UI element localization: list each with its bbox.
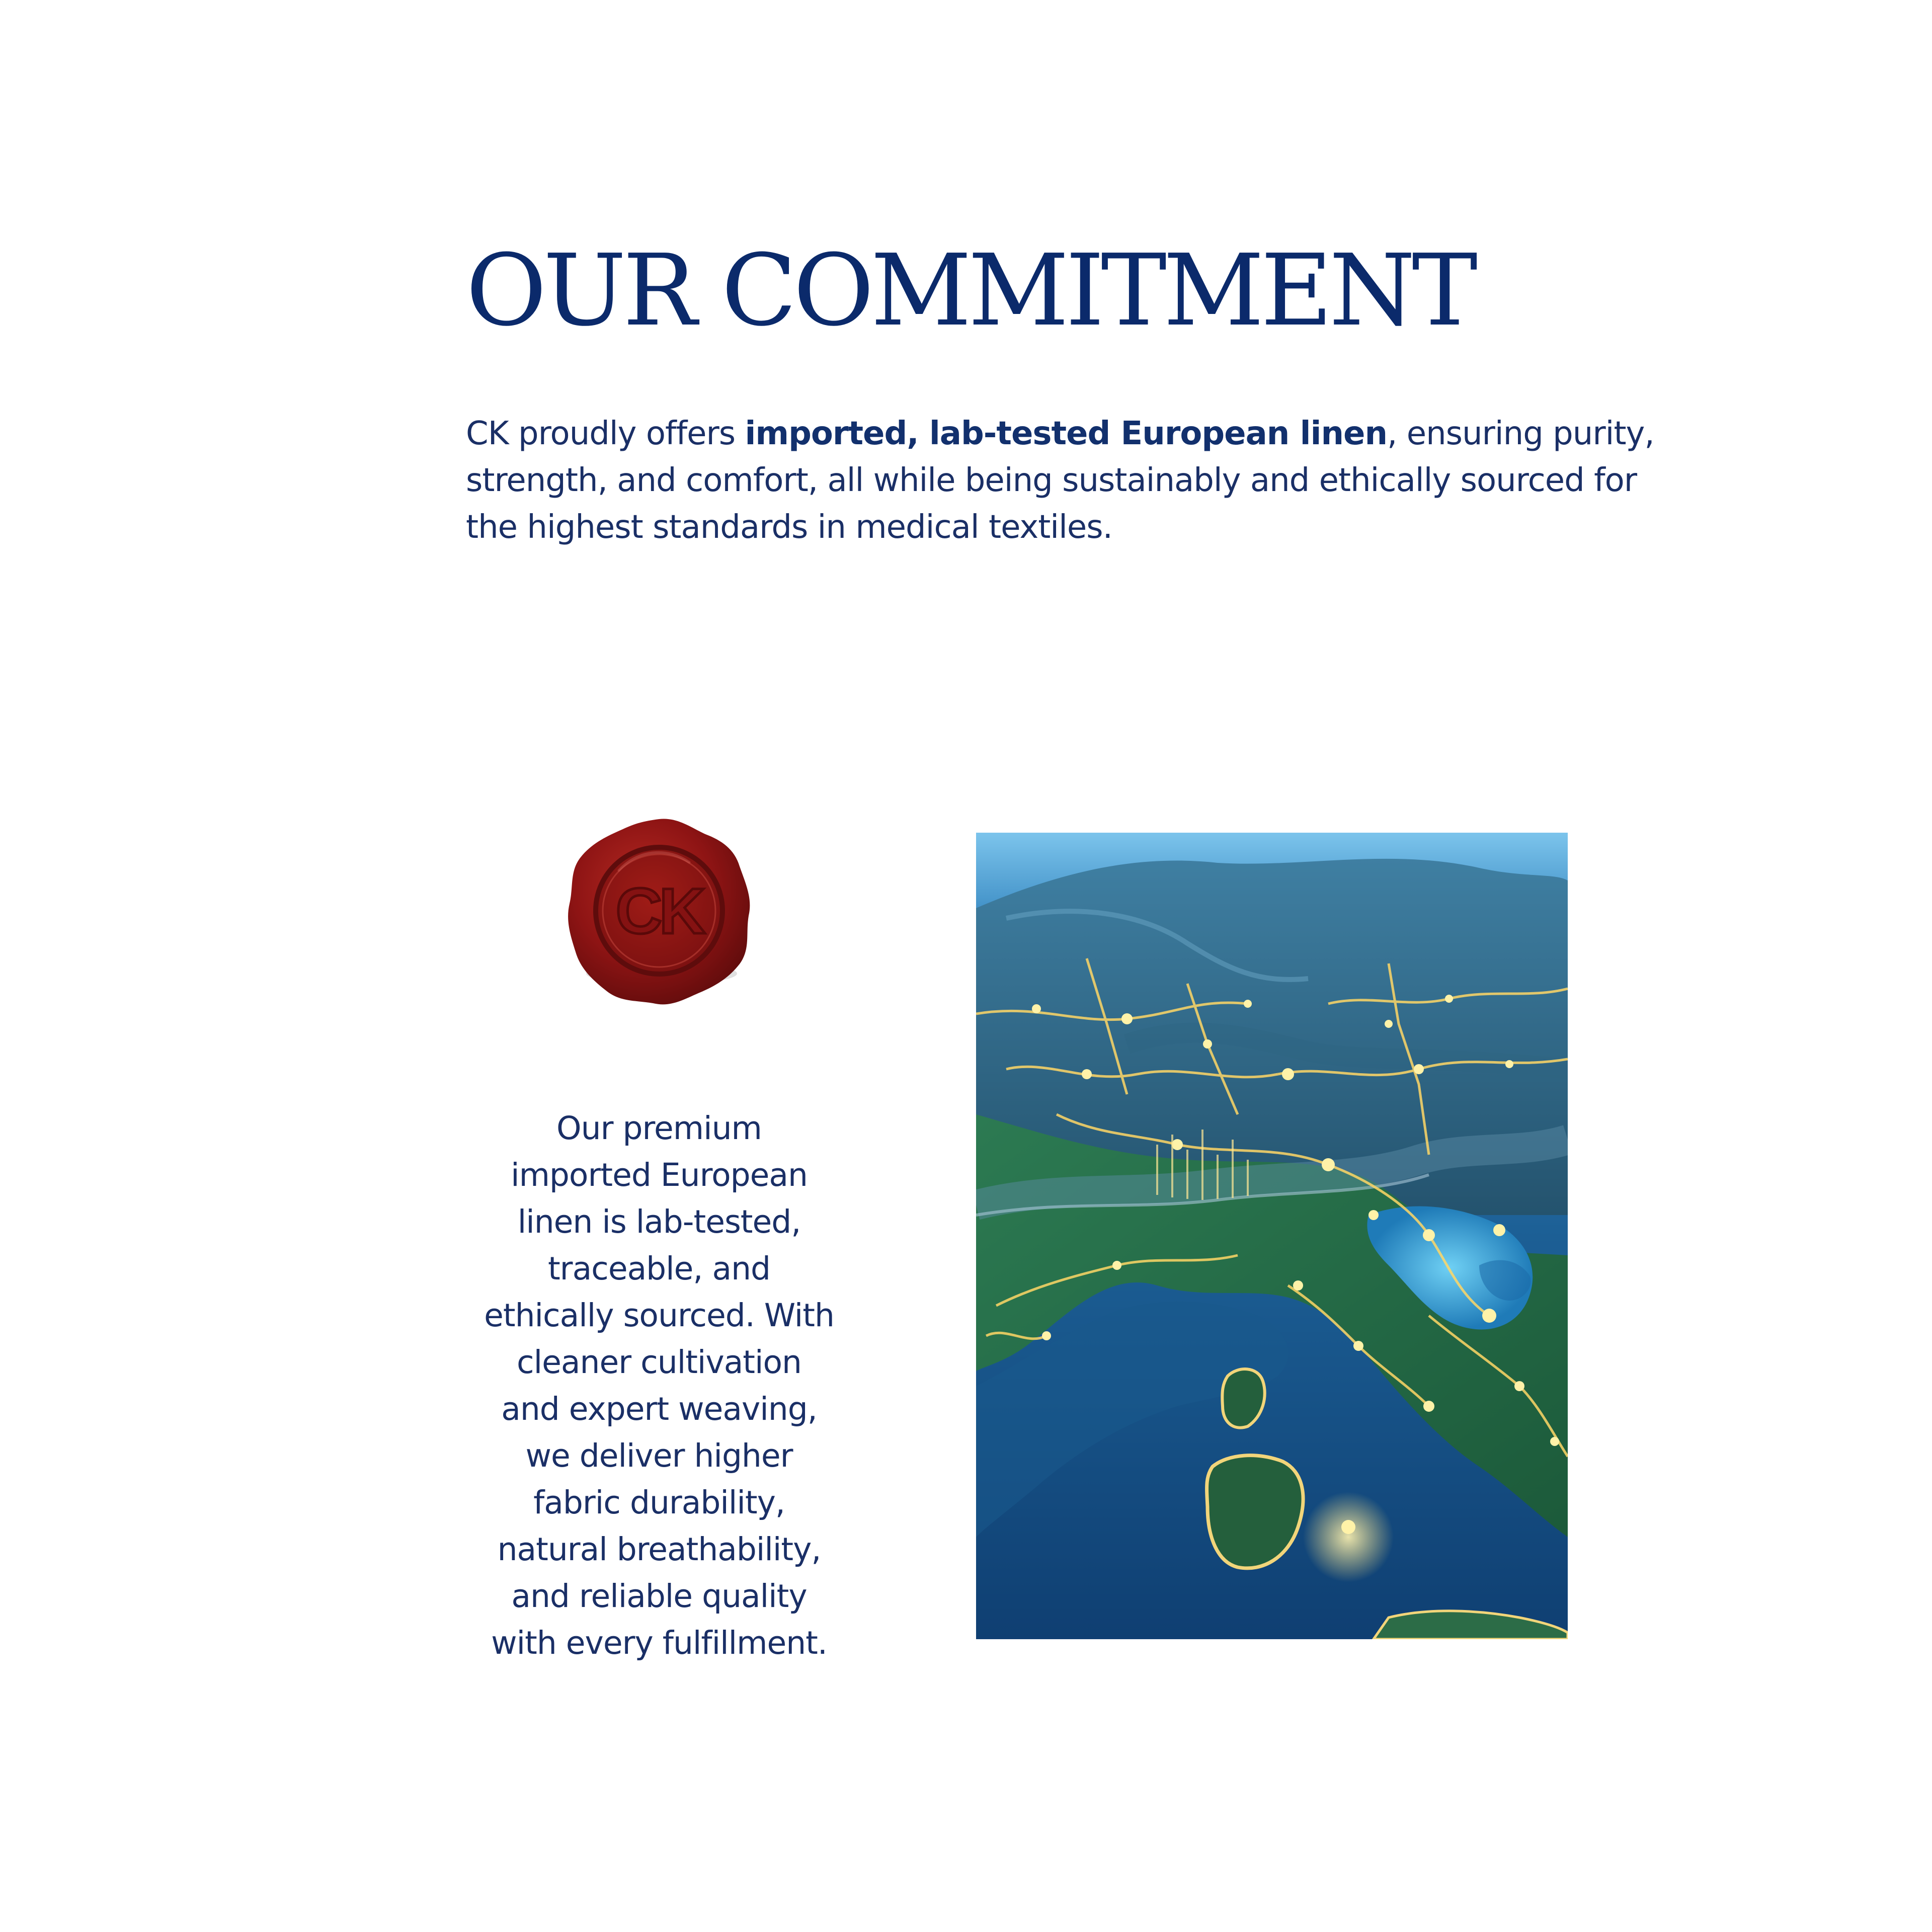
europe-night-map-image <box>976 833 1568 1639</box>
intro-text-start: CK proudly offers <box>466 415 745 452</box>
commitment-body-text: Our premium imported European linen is lab-tested, traceable, and ethically sourced. With cleaner cultivation and expert weaving, we deliver higher fabric durability, natural breathability, and reliable quality with every fulfillment. <box>484 1110 834 1661</box>
wax-seal-icon <box>558 810 760 1011</box>
intro-text-end: , ensuring purity, strength, and comfort, all while being sustainably and ethically sourced for the highest standards in medical textiles. <box>466 415 1654 546</box>
seal-monogram: CK <box>615 875 703 947</box>
intro-paragraph <box>466 411 1663 551</box>
page-title: OUR COMMITMENT <box>466 233 1474 348</box>
wax-seal-logo <box>558 810 760 1011</box>
europe-map-illustration <box>976 833 1568 1639</box>
intro-highlight: imported, lab-tested European linen <box>745 415 1387 452</box>
